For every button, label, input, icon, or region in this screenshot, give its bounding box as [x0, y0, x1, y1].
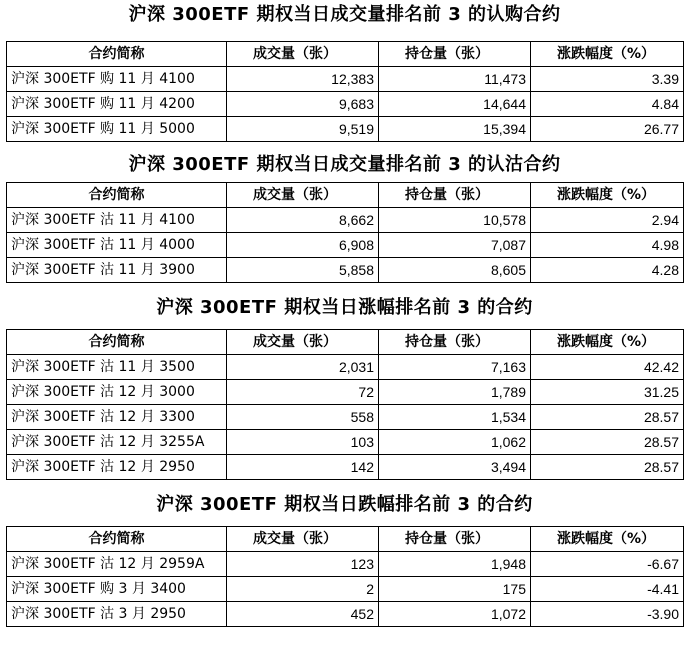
- contract-name: 沪深 300ETF 沽 12 月 2950: [7, 455, 227, 480]
- header-open-interest: 持仓量（张）: [379, 527, 531, 552]
- contract-name: 沪深 300ETF 沽 3 月 2950: [7, 602, 227, 627]
- volume: 2: [227, 577, 379, 602]
- open-interest: 1,948: [379, 552, 531, 577]
- open-interest: 14,644: [379, 92, 531, 117]
- table-row: [7, 430, 684, 455]
- contract-name: 沪深 300ETF 沽 12 月 3255A: [7, 430, 227, 455]
- volume: 9,683: [227, 92, 379, 117]
- open-interest: 1,789: [379, 380, 531, 405]
- contract-name: 沪深 300ETF 沽 12 月 2959A: [7, 552, 227, 577]
- table-row: [7, 455, 684, 480]
- open-interest: 3,494: [379, 455, 531, 480]
- section-title: 沪深 300ETF 期权当日成交量排名前 3 的认购合约: [128, 4, 561, 25]
- header-change-pct: 涨跌幅度（%）: [531, 527, 684, 552]
- contract-name: 沪深 300ETF 沽 11 月 3500: [7, 355, 227, 380]
- volume: 12,383: [227, 67, 379, 92]
- contract-name: 沪深 300ETF 沽 11 月 4000: [7, 233, 227, 258]
- header-open-interest: 持仓量（张）: [379, 42, 531, 67]
- section-call-volume: [0, 4, 689, 142]
- contract-name: 沪深 300ETF 沽 11 月 3900: [7, 258, 227, 283]
- change-pct: 42.42: [531, 355, 684, 380]
- table-row: [7, 577, 684, 602]
- open-interest: 175: [379, 577, 531, 602]
- section-top-gainers: [0, 297, 689, 480]
- table-header-row: [7, 527, 684, 552]
- contract-name: 沪深 300ETF 沽 11 月 4100: [7, 208, 227, 233]
- volume: 103: [227, 430, 379, 455]
- data-table: [6, 41, 684, 142]
- table-row: [7, 355, 684, 380]
- header-open-interest: 持仓量（张）: [379, 330, 531, 355]
- section-title: 沪深 300ETF 期权当日跌幅排名前 3 的合约: [156, 494, 533, 515]
- table-row: [7, 208, 684, 233]
- header-contract-name: 合约简称: [7, 183, 227, 208]
- volume: 8,662: [227, 208, 379, 233]
- change-pct: 28.57: [531, 430, 684, 455]
- header-volume: 成交量（张）: [227, 183, 379, 208]
- change-pct: 4.98: [531, 233, 684, 258]
- table-row: [7, 405, 684, 430]
- change-pct: -3.90: [531, 602, 684, 627]
- change-pct: 4.84: [531, 92, 684, 117]
- change-pct: -4.41: [531, 577, 684, 602]
- open-interest: 1,534: [379, 405, 531, 430]
- data-table: [6, 329, 684, 480]
- table-row: [7, 258, 684, 283]
- change-pct: 28.57: [531, 405, 684, 430]
- change-pct: 26.77: [531, 117, 684, 142]
- change-pct: 31.25: [531, 380, 684, 405]
- section-title: 沪深 300ETF 期权当日涨幅排名前 3 的合约: [156, 297, 533, 318]
- table-row: [7, 602, 684, 627]
- header-change-pct: 涨跌幅度（%）: [531, 42, 684, 67]
- header-contract-name: 合约简称: [7, 527, 227, 552]
- volume: 5,858: [227, 258, 379, 283]
- header-volume: 成交量（张）: [227, 527, 379, 552]
- table-header-row: [7, 42, 684, 67]
- volume: 452: [227, 602, 379, 627]
- volume: 123: [227, 552, 379, 577]
- header-change-pct: 涨跌幅度（%）: [531, 183, 684, 208]
- table-row: [7, 67, 684, 92]
- header-change-pct: 涨跌幅度（%）: [531, 330, 684, 355]
- table-row: [7, 92, 684, 117]
- volume: 558: [227, 405, 379, 430]
- contract-name: 沪深 300ETF 沽 12 月 3300: [7, 405, 227, 430]
- open-interest: 7,087: [379, 233, 531, 258]
- open-interest: 1,062: [379, 430, 531, 455]
- volume: 2,031: [227, 355, 379, 380]
- volume: 142: [227, 455, 379, 480]
- header-contract-name: 合约简称: [7, 42, 227, 67]
- change-pct: 2.94: [531, 208, 684, 233]
- table-header-row: [7, 330, 684, 355]
- table-header-row: [7, 183, 684, 208]
- table-row: [7, 380, 684, 405]
- table-row: [7, 117, 684, 142]
- change-pct: 28.57: [531, 455, 684, 480]
- header-open-interest: 持仓量（张）: [379, 183, 531, 208]
- table-row: [7, 552, 684, 577]
- data-table: [6, 526, 684, 627]
- open-interest: 15,394: [379, 117, 531, 142]
- open-interest: 7,163: [379, 355, 531, 380]
- change-pct: -6.67: [531, 552, 684, 577]
- open-interest: 10,578: [379, 208, 531, 233]
- header-volume: 成交量（张）: [227, 330, 379, 355]
- data-table: [6, 182, 684, 283]
- section-title: 沪深 300ETF 期权当日成交量排名前 3 的认沽合约: [128, 154, 561, 175]
- section-top-losers: [0, 494, 689, 627]
- change-pct: 4.28: [531, 258, 684, 283]
- open-interest: 8,605: [379, 258, 531, 283]
- volume: 72: [227, 380, 379, 405]
- section-put-volume: [0, 154, 689, 283]
- change-pct: 3.39: [531, 67, 684, 92]
- contract-name: 沪深 300ETF 购 11 月 4100: [7, 67, 227, 92]
- open-interest: 1,072: [379, 602, 531, 627]
- header-volume: 成交量（张）: [227, 42, 379, 67]
- contract-name: 沪深 300ETF 购 11 月 4200: [7, 92, 227, 117]
- contract-name: 沪深 300ETF 购 11 月 5000: [7, 117, 227, 142]
- volume: 6,908: [227, 233, 379, 258]
- open-interest: 11,473: [379, 67, 531, 92]
- contract-name: 沪深 300ETF 购 3 月 3400: [7, 577, 227, 602]
- header-contract-name: 合约简称: [7, 330, 227, 355]
- table-row: [7, 233, 684, 258]
- volume: 9,519: [227, 117, 379, 142]
- contract-name: 沪深 300ETF 沽 12 月 3000: [7, 380, 227, 405]
